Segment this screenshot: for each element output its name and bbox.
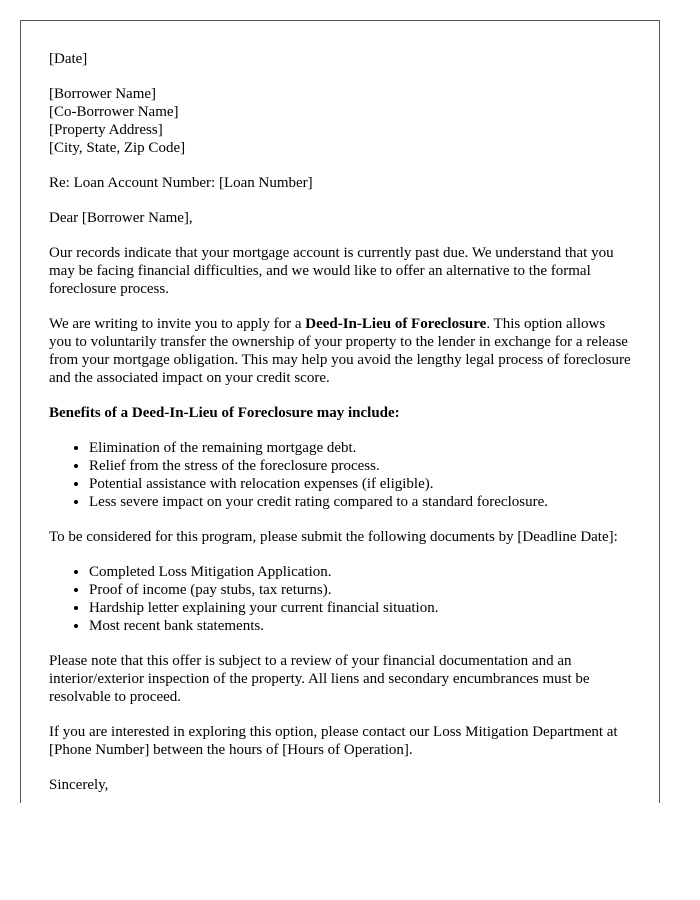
address-line-property-address: [Property Address] [49, 122, 163, 138]
document-item: • Proof of income (pay stubs, tax returns). [89, 581, 631, 599]
address-line-co-borrower-name: [Co-Borrower Name] [49, 104, 179, 120]
review-note-paragraph: Please note that this offer is subject to a review of your financial documentation and an interior/exterior inspection of the property. All liens and secondary encumbrances must be resolvable to proceed. [49, 653, 590, 705]
subject-line: Re: Loan Account Number: [Loan Number] [49, 175, 313, 191]
recipient-address-block [49, 85, 631, 157]
offer-paragraph-body: . This option allows you to voluntarily transfer the ownership of your property to the lender in exchange for a release from your mortgage obligation. This may help you avoid the lengthy legal process of foreclosure and the associated impact on your credit score. [49, 316, 631, 386]
document-item: • Hardship letter explaining your current financial situation. [89, 599, 631, 617]
documents-list [49, 563, 631, 635]
document-item: • Completed Loss Mitigation Application. [89, 563, 631, 581]
address-line-city-state-zip: [City, State, Zip Code] [49, 140, 186, 156]
letter-page [20, 20, 660, 803]
offer-paragraph-program-name: Deed-In-Lieu of Foreclosure [305, 316, 487, 332]
documents-intro-paragraph: To be considered for this program, please submit the following documents by [Deadline Date]: [49, 529, 618, 545]
benefit-item: • Elimination of the remaining mortgage debt. [89, 439, 631, 457]
closing: Sincerely, [49, 777, 109, 793]
offer-paragraph-lead: We are writing to invite you to apply for a [49, 316, 306, 332]
intro-paragraph: Our records indicate that your mortgage account is currently past due. We understand that you may be facing financial difficulties, and we would like to offer an alternative to the formal foreclosure process. [49, 245, 614, 297]
benefits-heading: Benefits of a Deed-In-Lieu of Foreclosure may include: [49, 405, 400, 421]
address-line-borrower-name: [Borrower Name] [49, 86, 157, 102]
document-item: • Most recent bank statements. [89, 617, 631, 635]
benefit-item: • Less severe impact on your credit rating compared to a standard foreclosure. [89, 493, 631, 511]
benefits-list [49, 439, 631, 511]
benefit-item: • Potential assistance with relocation expenses (if eligible). [89, 475, 631, 493]
salutation: Dear [Borrower Name], [49, 210, 193, 226]
contact-paragraph: If you are interested in exploring this option, please contact our Loss Mitigation Department at [Phone Number] between the hours of [Hours of Operation]. [49, 724, 618, 758]
letter-date: [Date] [49, 51, 88, 67]
offer-paragraph [49, 315, 631, 387]
benefit-item: • Relief from the stress of the foreclosure process. [89, 457, 631, 475]
